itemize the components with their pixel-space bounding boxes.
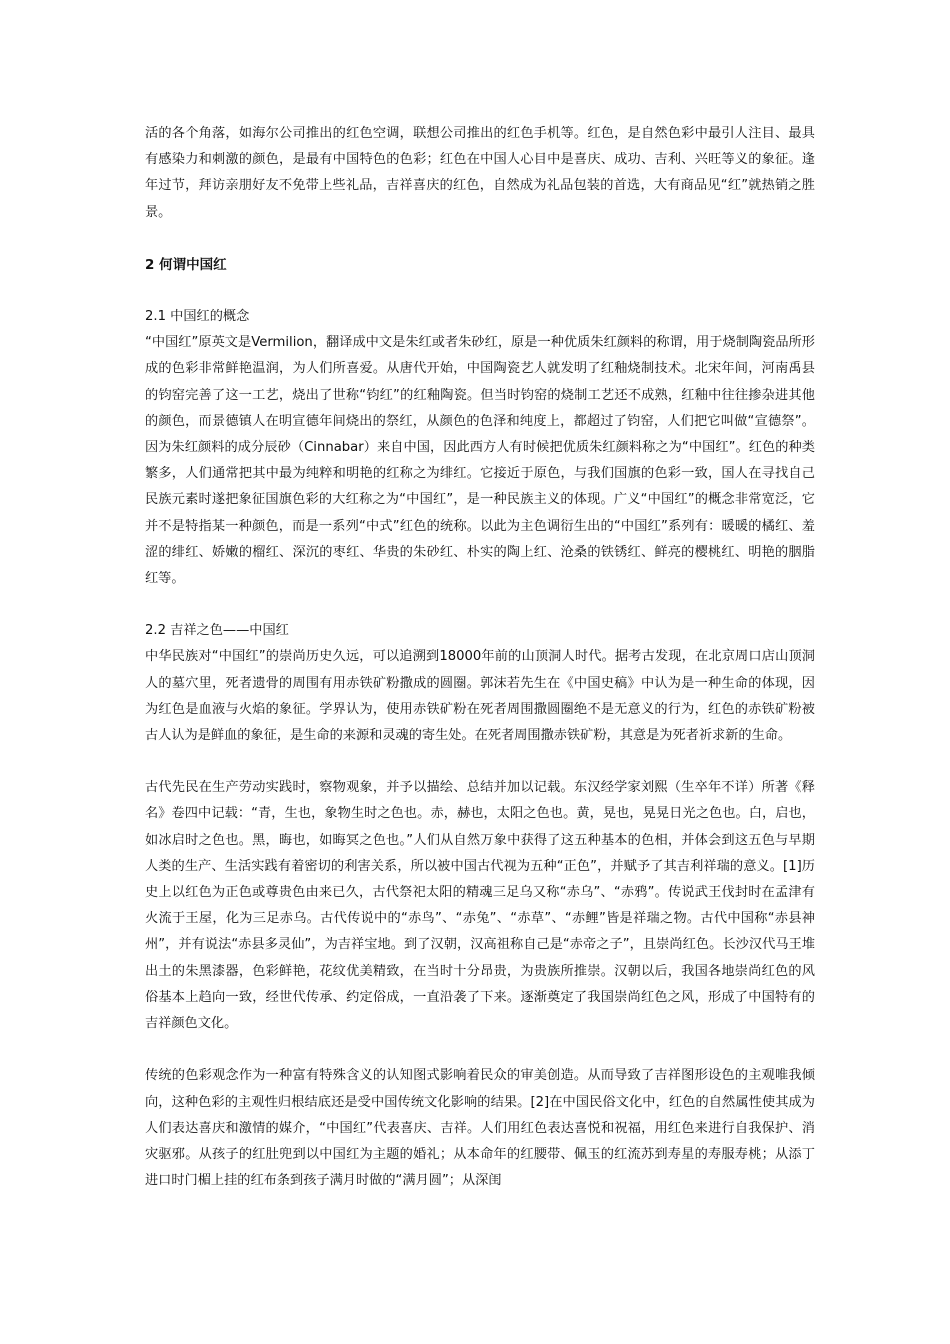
intro-paragraph: 活的各个角落，如海尔公司推出的红色空调，联想公司推出的红色手机等。红色，是自然色彩中最引人注目、最具有感染力和刺激的颜色，是最有中国特色的色彩；红色在中国人心目中是喜庆、成功、吉利、兴旺等义的象征。逢年过节，拜访亲朋好友不免带上些礼品，吉祥喜庆的红色，自然成为礼品包装的首选，大有商品见“红”就热销之胜景。	[145, 126, 815, 220]
spacer	[145, 278, 815, 304]
section-2-heading: 2 何谓中国红	[145, 256, 227, 273]
section-2-2-paragraph-1: 中华民族对“中国红”的崇尚历史久远，可以追溯到18000年前的山顶洞人时代。据考古发现，在北京周口店山顶洞人的墓穴里，死者遗骨的周围有用赤铁矿粉撒成的圆圈。郭沫若先生在《中国史稿》中认为是一种生命的体现，因为红色是血液与火焰的象征。学界认为，使用赤铁矿粉在死者周围撒圆圈绝不是无意义的行为，红色的赤铁矿粉被古人认为是鲜血的象征，是生命的来源和灵魂的寄生处。在死者周围撒赤铁矿粉，其意是为死者祈求新的生命。	[145, 649, 815, 744]
section-2-1-paragraph: “中国红”原英文是Vermilion，翻译成中文是朱红或者朱砂红，原是一种优质朱红颜料的称谓，用于烧制陶瓷品所形成的色彩非常鲜艳温润，为人们所喜爱。从唐代开始，中国陶瓷艺人就发明了红釉烧制技术。北宋年间，河南禹县的钧窑完善了这一工艺，烧出了世称“钧红”的红釉陶瓷。但当时钧窑的烧制工艺还不成熟，红釉中往往掺杂进其他的颜色，而景德镇人在明宣德年间烧出的祭红，从颜色的色泽和纯度上，都超过了钧窑，人们把它叫做“宣德祭”。因为朱红颜料的成分辰砂（Cinnabar）来自中国，因此西方人有时候把优质朱红颜料称之为“中国红”。红色的种类繁多，人们通常把其中最为纯粹和明艳的红称之为绯红。它接近于原色，与我们国旗的色彩一致，国人在寻找自己民族元素时遂把象征国旗色彩的大红称之为“中国红”，是一种民族主义的体现。广义“中国红”的概念非常宽泛，它并不是特指某一种颜色，而是一系列“中式”红色的统称。以此为主色调衍生出的“中国红”系列有：暖暖的橘红、羞涩的绯红、娇嫩的榴红、深沉的枣红、华贵的朱砂红、朴实的陶上红、沧桑的铁锈红、鲜亮的樱桃红、明艳的胭脂红等。	[145, 335, 815, 587]
section-2-2-heading: 2.2 吉祥之色——中国红	[145, 623, 289, 639]
section-2-2-paragraph-2: 古代先民在生产劳动实践时，察物观象，并予以描绘、总结并加以记载。东汉经学家刘熙（生卒年不详）所著《释名》卷四中记载：“青，生也，象物生时之色也。赤，赫也，太阳之色也。黄，晃也，晃晃日光之色也。白，启也，如冰启时之色也。黑，晦也，如晦冥之色也。”人们从自然万象中获得了这五种基本的色相，并体会到这五色与早期人类的生产、生活实践有着密切的利害关系，所以被中国古代视为五种“正色”，并赋予了其吉利祥瑞的意义。[1]历史上以红色为正色或尊贵色由来已久，古代祭祀太阳的精魂三足乌又称“赤乌”、“赤鸦”。传说武王伐封时在孟津有火流于王屋，化为三足赤乌。古代传说中的“赤鸟”、“赤兔”、“赤草”、“赤鲤”皆是祥瑞之物。古代中国称“赤县神州”，并有说法“赤县多灵仙”，为吉祥宝地。到了汉朝，汉高祖称自己是“赤帝之子”，且崇尚红色。长沙汉代马王堆出土的朱黑漆器，色彩鲜艳，花纹优美精致，在当时十分昂贵，为贵族所推崇。汉朝以后，我国各地崇尚红色的风俗基本上趋向一致，经世代传承、约定俗成，一直沿袭了下来。逐渐奠定了我国崇尚红色之风，形成了中国特有的吉祥颜色文化。	[145, 780, 815, 1032]
spacer	[145, 592, 815, 618]
spacer	[145, 749, 815, 775]
spacer	[145, 1037, 815, 1063]
document-body	[145, 121, 815, 1194]
section-2-1-heading: 2.1 中国红的概念	[145, 309, 250, 325]
spacer	[145, 226, 815, 252]
section-2-2-paragraph-3: 传统的色彩观念作为一种富有特殊含义的认知图式影响着民众的审美创造。从而导致了吉祥图形设色的主观唯我倾向，这种色彩的主观性归根结底还是受中国传统文化影响的结果。[2]在中国民俗文化中，红色的自然属性使其成为人们表达喜庆和激情的媒介，“中国红”代表喜庆、吉祥。人们用红色表达喜悦和祝福，用红色来进行自我保护、消灾驱邪。从孩子的红肚兜到以中国红为主题的婚礼；从本命年的红腰带、佩玉的红流苏到寿星的寿服寿桃；从添丁进口时门楣上挂的红布条到孩子满月时做的“满月圆”；从深闺	[145, 1068, 815, 1189]
